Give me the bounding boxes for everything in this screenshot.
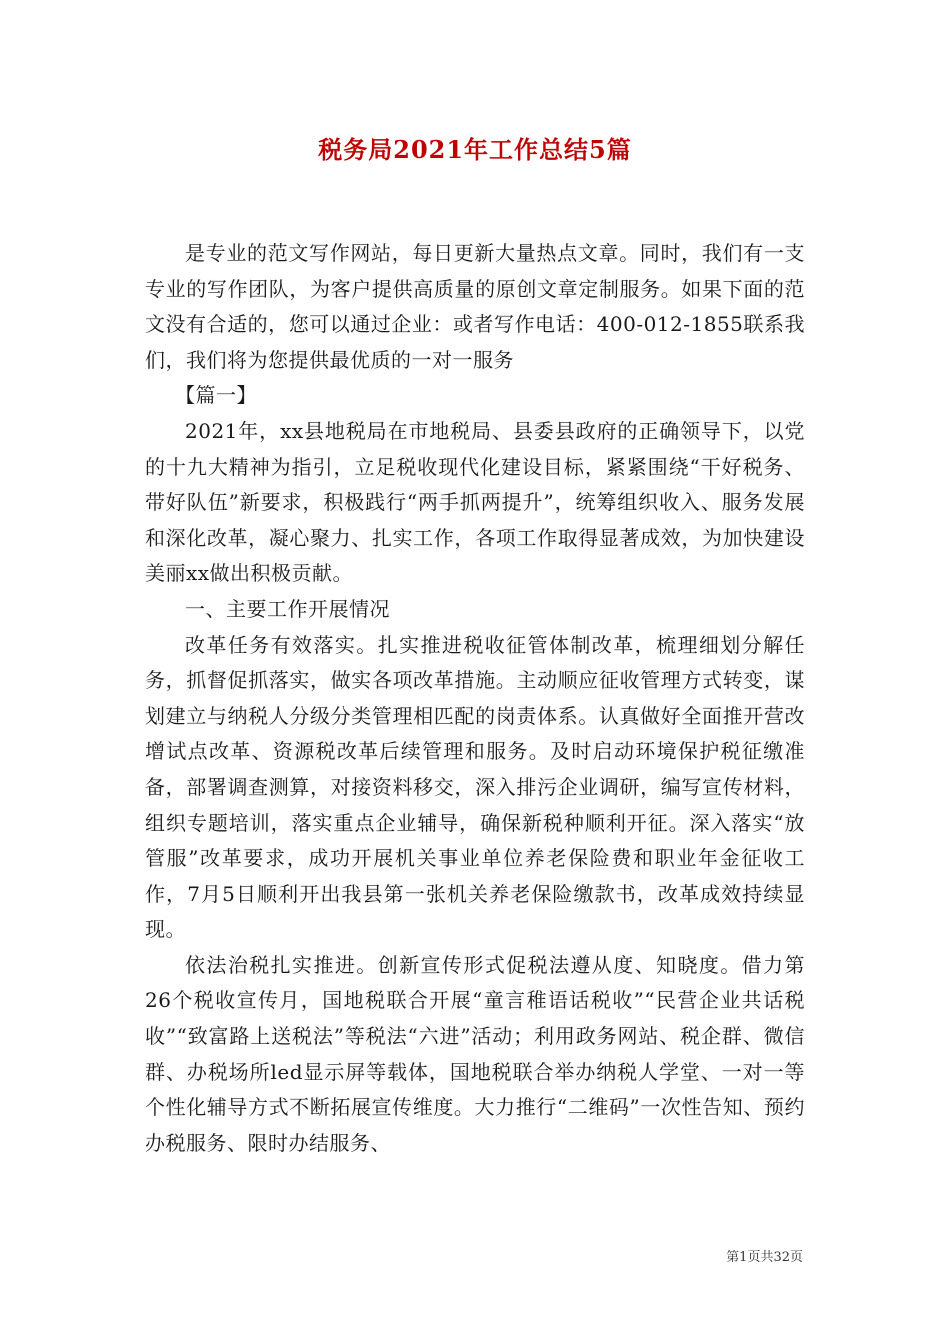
body-paragraph: 改革任务有效落实。扎实推进税收征管体制改革，梳理细划分解任务，抓督促抓落实，做实各项改革措施。主动顺应征收管理方式转变，谋划建立与纳税人分级分类管理相匹配的岗责体系。认真做好全面推开营改增试点改革、资源税改革后续管理和服务。及时启动环境保护税征缴准备，部署调查测算，对接资料移交，深入排污企业调研，编写宣传材料，组织专题培训，落实重点企业辅导，确保新税种顺利开征。深入落实“放管服”改革要求，成功开展机关事业单位养老保险费和职业年金征收工作，7月5日顺利开出我县第一张机关养老保险缴款书，改革成效持续显现。 — [145, 632, 805, 942]
document-title: 税务局2021年工作总结5篇 — [318, 135, 632, 164]
intro-paragraph: 是专业的范文写作网站，每日更新大量热点文章。同时，我们有一支专业的写作团队，为客户提供高质量的原创文章定制服务。如果下面的范文没有合适的，您可以通过企业：或者写作电话：400-012-1855联系我们，我们将为您提供最优质的一对一服务 — [145, 241, 805, 372]
section-heading: 一、主要工作开展情况 — [185, 596, 390, 621]
document-body — [145, 236, 805, 1161]
body-paragraph: 依法治税扎实推进。创新宣传形式促税法遵从度、知晓度。借力第26个税收宣传月，国地税联合开展“童言稚语话税收”“民营企业共话税收”“致富路上送税法”等税法“六进”活动；利用政务网站、税企群、微信群、办税场所led显示屏等载体，国地税联合举办纳税人学堂、一对一等个性化辅导方式不断拓展宣传维度。大力推行“二维码”一次性告知、预约办税服务、限时办结服务、 — [145, 952, 805, 1155]
section-label: 【篇一】 — [175, 383, 257, 408]
body-paragraph: 2021年，xx县地税局在市地税局、县委县政府的正确领导下，以党的十九大精神为指引，立足税收现代化建设目标，紧紧围绕“干好税务、带好队伍”新要求，积极践行“两手抓两提升”，统筹组织收入、服务发展和深化改革，凝心聚力、扎实工作，各项工作取得显著成效，为加快建设美丽xx做出积极贡献。 — [145, 418, 805, 586]
page-number: 第1页共32页 — [726, 1250, 803, 1265]
